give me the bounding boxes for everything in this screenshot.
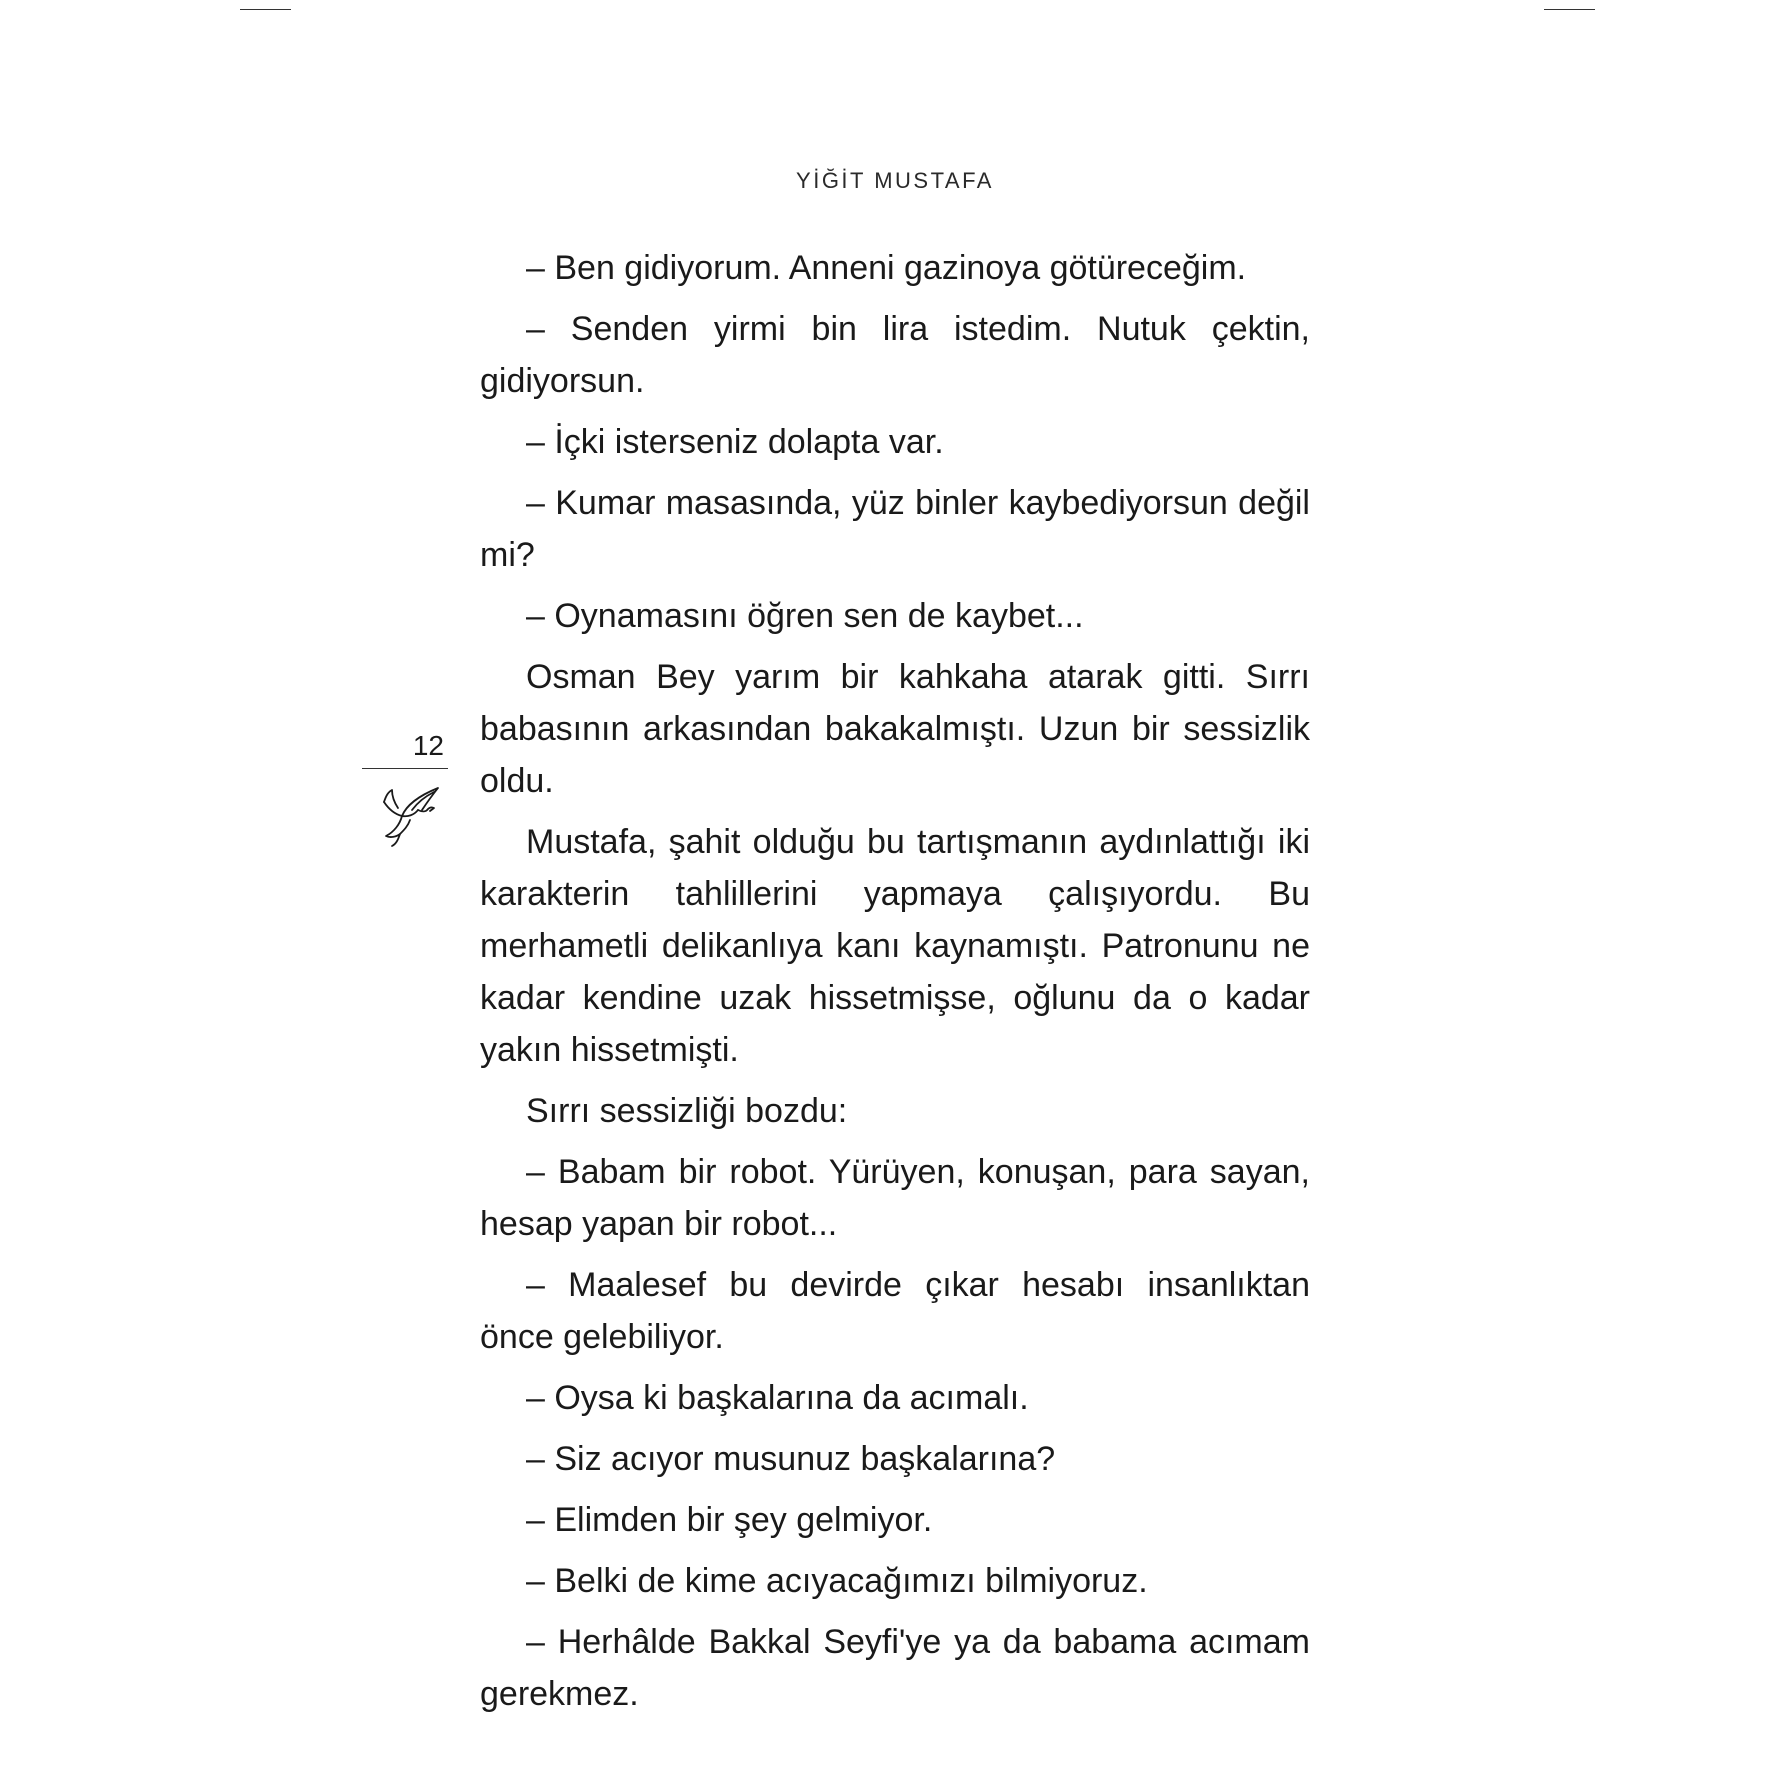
crop-mark-right <box>1544 9 1595 10</box>
paragraph: – Babam bir robot. Yürüyen, konuşan, para sayan, hesap yapan bir robot... <box>480 1153 1310 1243</box>
paragraph: – Siz acıyor musunuz başkalarına? <box>526 1440 1056 1478</box>
paragraph: – Oynamasını öğren sen de kaybet... <box>526 597 1084 635</box>
paragraph: – Herhâlde Bakkal Seyfi'ye ya da babama acımam gerekmez. <box>480 1623 1310 1713</box>
body-text <box>480 242 1310 1720</box>
dove-icon <box>378 782 444 848</box>
folio-rule <box>362 768 448 769</box>
paragraph: – Ben gidiyorum. Anneni gazinoya götüreceğim. <box>526 249 1247 287</box>
paragraph: Mustafa, şahit olduğu bu tartışmanın aydınlattığı iki karakterin tahlillerini yapmaya çalışıyordu. Bu merhametli delikanlıya kanı kaynamıştı. Patronunu ne kadar kendine uzak hissetmişse, oğlunu da o kadar yakın hissetmişti. <box>480 823 1310 1069</box>
paragraph: – Kumar masasında, yüz binler kaybediyorsun değil mi? <box>480 484 1310 574</box>
paragraph: Sırrı sessizliği bozdu: <box>526 1092 848 1130</box>
running-header-title: YİĞİT MUSTAFA <box>796 168 994 193</box>
paragraph: – İçki isterseniz dolapta var. <box>526 423 944 461</box>
paragraph: – Senden yirmi bin lira istedim. Nutuk çektin, gidiyorsun. <box>480 310 1310 400</box>
paragraph: – Elimden bir şey gelmiyor. <box>526 1501 933 1539</box>
paragraph: – Oysa ki başkalarına da acımalı. <box>526 1379 1029 1417</box>
page-number: 12 <box>412 730 444 761</box>
paragraph: – Maalesef bu devirde çıkar hesabı insanlıktan önce gelebiliyor. <box>480 1266 1310 1356</box>
crop-mark-left <box>240 9 291 10</box>
paragraph: Osman Bey yarım bir kahkaha atarak gitti. Sırrı babasının arkasından bakakalmıştı. Uzun bir sessizlik oldu. <box>480 658 1310 800</box>
paragraph: – Belki de kime acıyacağımızı bilmiyoruz. <box>526 1562 1148 1600</box>
